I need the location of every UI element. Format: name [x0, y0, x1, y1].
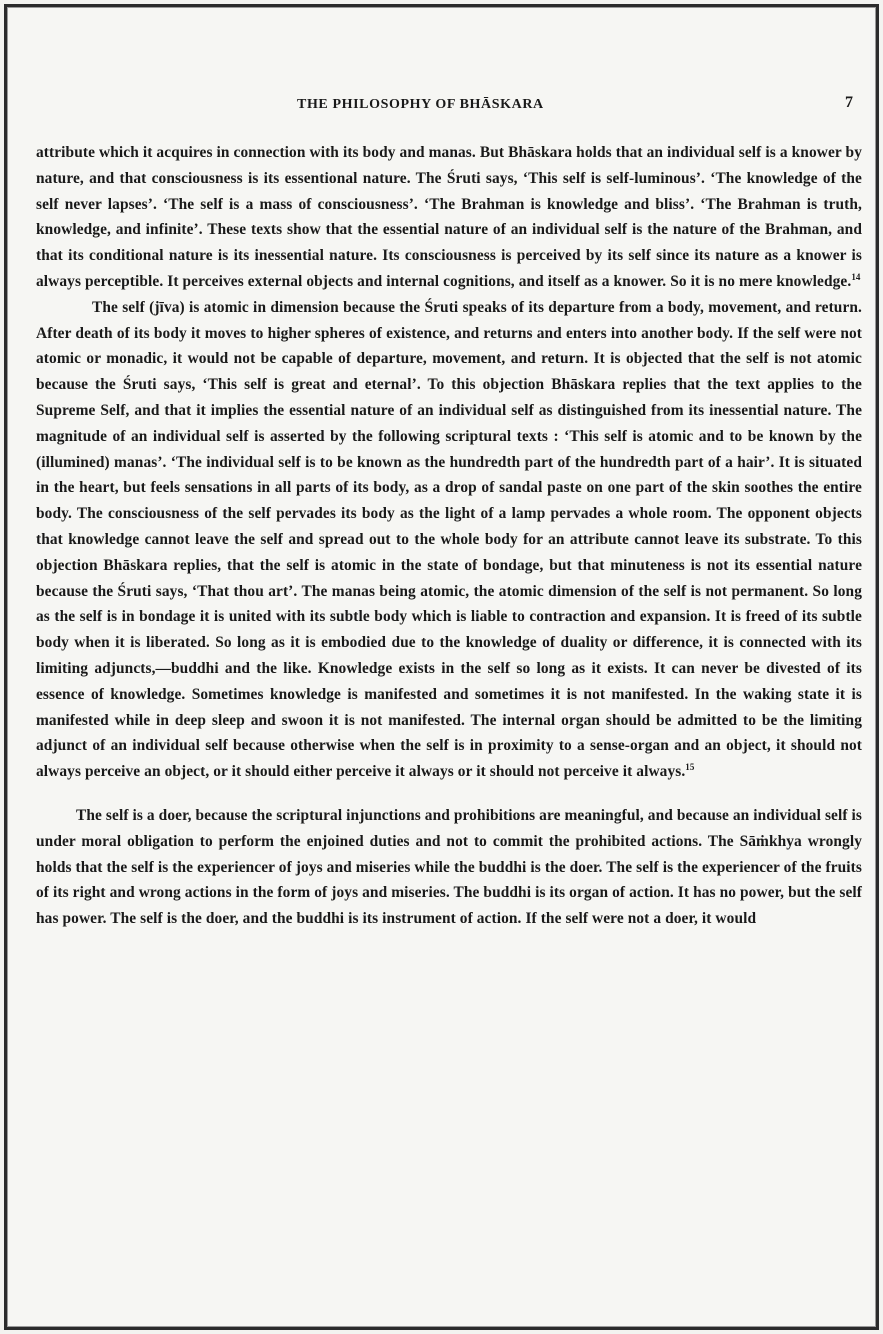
paragraph-2: [36, 295, 862, 785]
page-number: 7: [845, 94, 853, 111]
running-title: THE PHILOSOPHY OF BHĀSKARA: [297, 97, 544, 112]
paragraph-1-text: attribute which it acquires in connection with its body and manas. But Bhāskara holds that an individual self is a knower by nature, and that consciousness is its essentional nature. The Śruti says, ‘This self is self-luminous’. ‘The knowledge of the self never lapses’. ‘The self is a mass of consciousness’. ‘The Brahman is knowledge and bliss’. ‘The Brahman is truth, knowledge, and infinite’. These texts show that the essential nature of an individual self is the nature of the Brahman, and that its conditional nature is its inessential nature. Its consciousness is perceived by its self since its nature as a knower is always perceptible. It perceives external objects and internal cognitions, and itself as a knower. So it is no mere knowledge.: [36, 144, 862, 290]
page-header: [0, 94, 883, 121]
body-text: [36, 140, 862, 932]
paragraph-3-text: The self is a doer, because the scriptural injunctions and prohibitions are meaningful, and because an individual self is under moral obligation to perform the enjoined duties and not to commit the prohibited actions. The Sāṁkhya wrongly holds that the self is the experiencer of joys and miseries while the buddhi is the doer. The self is the experiencer of the fruits of its right and wrong actions in the form of joys and miseries. The buddhi is its organ of action. It has no power, but the self has power. The self is the doer, and the buddhi is its instrument of action. If the self were not a doer, it would: [36, 806, 862, 928]
footnote-marker-15: 15: [685, 762, 695, 772]
paragraph-1: [36, 140, 862, 295]
paragraph-3: [36, 803, 862, 932]
paragraph-2-text: The self (jīva) is atomic in dimension because the Śruti speaks of its departure from a body, movement, and return. After death of its body it moves to higher spheres of existence, and returns and enters into another body. If the self were not atomic or monadic, it would not be capable of departure, movement, and return. It is objected that the self is not atomic because the Śruti says, ‘This self is great and eternal’. To this objection Bhāskara replies that the text applies to the Supreme Self, and that it implies the essential nature of an individual self as distinguished from its inessential nature. The magnitude of an individual self is asserted by the following scriptural texts : ‘This self is atomic and to be known by the (illumined) manas’. ‘The individual self is to be known as the hundredth part of the hundredth part of a hair’. It is situated in the heart, but feels sensations in all parts of its body, as a drop of sandal paste on one part of the skin soothes the entire body. The consciousness of the self pervades its body as the light of a lamp pervades a whole room. The opponent objects that knowledge cannot leave the self and spread out to the whole body for an attribute cannot leave its substrate. To this objection Bhāskara replies, that the self is atomic in the state of bondage, but that minuteness is not its essential nature because the Śruti says, ‘That thou art’. The manas being atomic, the atomic dimension of the self is not permanent. So long as the self is in bondage it is united with its subtle body which is liable to contraction and expansion. It is freed of its subtle body when it is liberated. So long as it is embodied due to the knowledge of duality or difference, it is connected with its limiting adjuncts,—buddhi and the like. Knowledge exists in the self so long as it exists. It can never be divested of its essence of knowledge. Sometimes knowledge is manifested and sometimes it is not manifested. In the waking state it is manifested while in deep sleep and swoon it is not manifested. The internal organ should be admitted to be the limiting adjunct of an individual self because otherwise when the self is in proximity to a sense-organ and an object, it should not always perceive an object, or it should either perceive it always or it should not perceive it always.: [36, 298, 862, 781]
footnote-marker-14: 14: [851, 271, 861, 282]
